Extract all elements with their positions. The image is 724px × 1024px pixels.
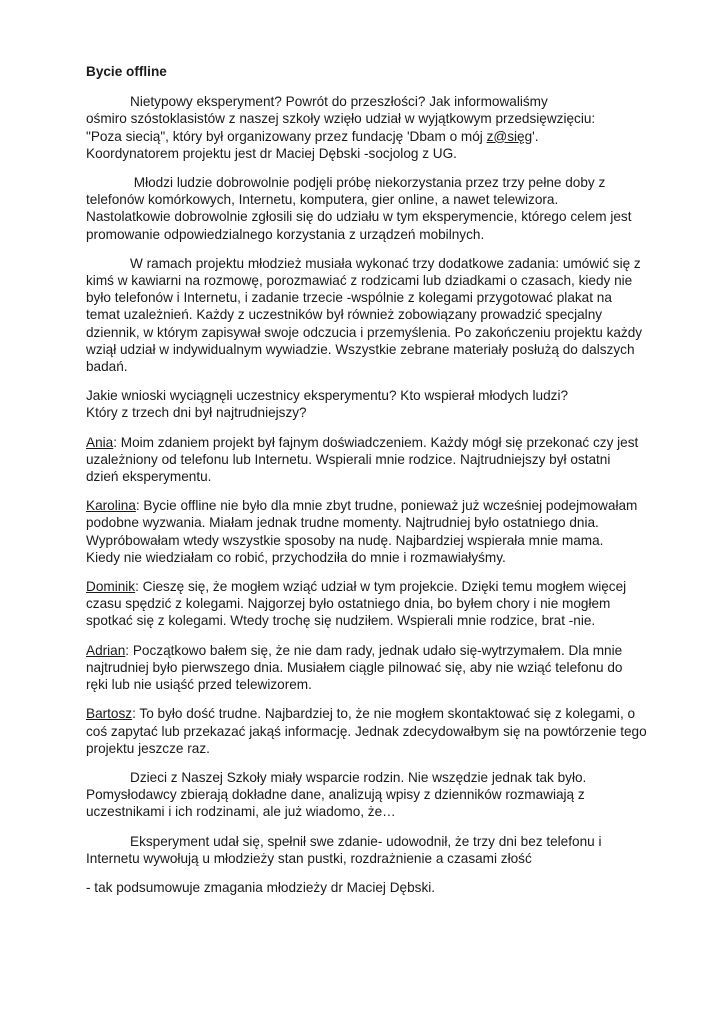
answer-dominik: [86, 578, 646, 630]
text-line: Dominik: Cieszę się, że mogłem wziąć udział w tym projekcie. Dzięki temu mogłem więcej: [86, 579, 627, 595]
document-page: [86, 63, 646, 908]
text-line: Młodzi ludzie dobrowolnie podjęli próbę niekorzystania przez trzy pełne doby z: [130, 175, 606, 191]
text-line: "Poza siecią", który był organizowany przez fundację 'Dbam o mój z@sięg'.: [86, 128, 539, 144]
foundation-link[interactable]: z@sięg: [486, 128, 533, 144]
text-line: badań.: [86, 359, 128, 375]
text-line: ręki lub nie usiąść przed telewizorem.: [86, 677, 312, 693]
text-line: było telefonów i Internetu, i zadanie trzecie -wspólnie z kolegami przygotować plakat na: [86, 290, 612, 306]
text-line: wziął udział w indywidualnym wywiadzie. Wszystkie zebrane materiały posłużą do dalszych: [86, 341, 635, 357]
participant-name: Dominik: [86, 579, 136, 595]
text-line: Jakie wnioski wyciągnęli uczestnicy eksperymentu? Kto wspierał młodych ludzi?: [86, 388, 569, 404]
text-line: projektu jeszcze raz.: [86, 740, 210, 756]
text-line: dziennik, w którym zapisywał swoje odczucia i przemyślenia. Po zakończeniu projektu każdy: [86, 324, 643, 340]
text-line: Eksperyment udał się, spełnił swe zdanie- udowodnił, że trzy dni bez telefonu i: [130, 833, 602, 849]
text-line: najtrudniej było pierwszego dnia. Musiałem ciągle pilnować się, aby nie wziąć telefonu do: [86, 659, 623, 675]
tasks-paragraph: [86, 255, 646, 375]
text-line: ośmiro szóstoklasistów z naszej szkoły wzięło udział w wyjątkowym przedsięwzięciu:: [86, 111, 596, 127]
text-line: Koordynatorem projektu jest dr Maciej Dębski -socjolog z UG.: [86, 145, 457, 161]
answer-bartosz: [86, 705, 646, 757]
participant-name: Ania: [86, 434, 114, 450]
text-line: uczestnikami i ich rodzinami, ale już wiadomo, że…: [86, 804, 396, 820]
participant-name: Adrian: [86, 642, 126, 658]
intro-paragraph: [86, 93, 646, 162]
text-line: Bartosz: To było dość trudne. Najbardziej to, że nie mogłem skontaktować się z kolegami, o: [86, 706, 636, 722]
text-line: promowanie odpowiedzialnego korzystania z urządzeń mobilnych.: [86, 226, 485, 242]
closing-paragraph: - tak podsumowuje zmagania młodzieży dr Maciej Dębski.: [86, 879, 436, 895]
participant-name: Karolina: [86, 498, 136, 514]
text-line: podobne wyzwania. Miałam jednak trudne momenty. Najtrudniej było ostatniego dnia.: [86, 515, 599, 531]
text-line: uzależniony od telefonu lub Internetu. Wspierali mnie rodzice. Najtrudniejszy był ostatni: [86, 451, 611, 467]
text-line: Wypróbowałam wtedy wszystkie sposoby na nudę. Najbardziej wspierała mnie mama.: [86, 532, 604, 548]
participants-paragraph: [86, 174, 646, 243]
text-line: Internetu wywołują u młodzieży stan pustki, rozdrażnienie a czasami złość: [86, 850, 532, 866]
answer-ania: [86, 434, 646, 486]
text-line: spotkać się z kolegami. Wtedy trochę się nudziłem. Wspierali mnie rodzice, brat -nie.: [86, 613, 596, 629]
text-line: Adrian: Początkowo bałem się, że nie dam rady, jednak udało się-wytrzymałem. Dla mnie: [86, 642, 623, 658]
text-line: Który z trzech dni był najtrudniejszy?: [86, 405, 307, 421]
text-line: telefonów komórkowych, Internetu, komputera, gier online, a nawet telewizora.: [86, 192, 559, 208]
text-line: dzień eksperymentu.: [86, 469, 212, 485]
questions-paragraph: [86, 387, 646, 421]
text-line: czasu spędzić z kolegami. Najgorzej było ostatniego dnia, bo byłem chory i nie mogłem: [86, 596, 611, 612]
text-line: W ramach projektu młodzież musiała wykonać trzy dodatkowe zadania: umówić się z: [130, 255, 641, 271]
result-paragraph: [86, 833, 646, 867]
text-line: Dzieci z Naszej Szkoły miały wsparcie rodzin. Nie wszędzie jednak tak było.: [130, 769, 587, 785]
document-title: Bycie offline: [86, 64, 167, 79]
text-line: temat uzależnień. Każdy z uczestników był również zobowiązany prowadzić specjalny: [86, 307, 603, 323]
text-line: coś zapytać lub przekazać jakąś informację. Jednak zdecydowałbym się na powtórzenie tego: [86, 723, 647, 739]
answer-karolina: [86, 497, 646, 566]
text-line: Ania: Moim zdaniem projekt był fajnym doświadczeniem. Każdy mógł się przekonać czy jest: [86, 434, 639, 450]
text-line: kimś w kawiarni na rozmowę, porozmawiać z rodzicami lub dziadkami o czasach, kiedy nie: [86, 273, 633, 289]
text-line: Karolina: Bycie offline nie było dla mnie zbyt trudne, ponieważ już wcześniej podejmowałam: [86, 498, 638, 514]
text-line: Pomysłodawcy zbierają dokładne dane, analizują wpisy z dzienników rozmawiają z: [86, 787, 585, 803]
answer-adrian: [86, 642, 646, 694]
text-line: Kiedy nie wiedziałam co robić, przychodziła do mnie i rozmawiałyśmy.: [86, 549, 506, 565]
participant-name: Bartosz: [86, 706, 133, 722]
families-paragraph: [86, 769, 646, 821]
text-line: Nietypowy eksperyment? Powrót do przeszłości? Jak informowaliśmy: [130, 94, 548, 110]
text-line: Nastolatkowie dobrowolnie zgłosili się do udziału w tym eksperymencie, którego celem jest: [86, 209, 632, 225]
